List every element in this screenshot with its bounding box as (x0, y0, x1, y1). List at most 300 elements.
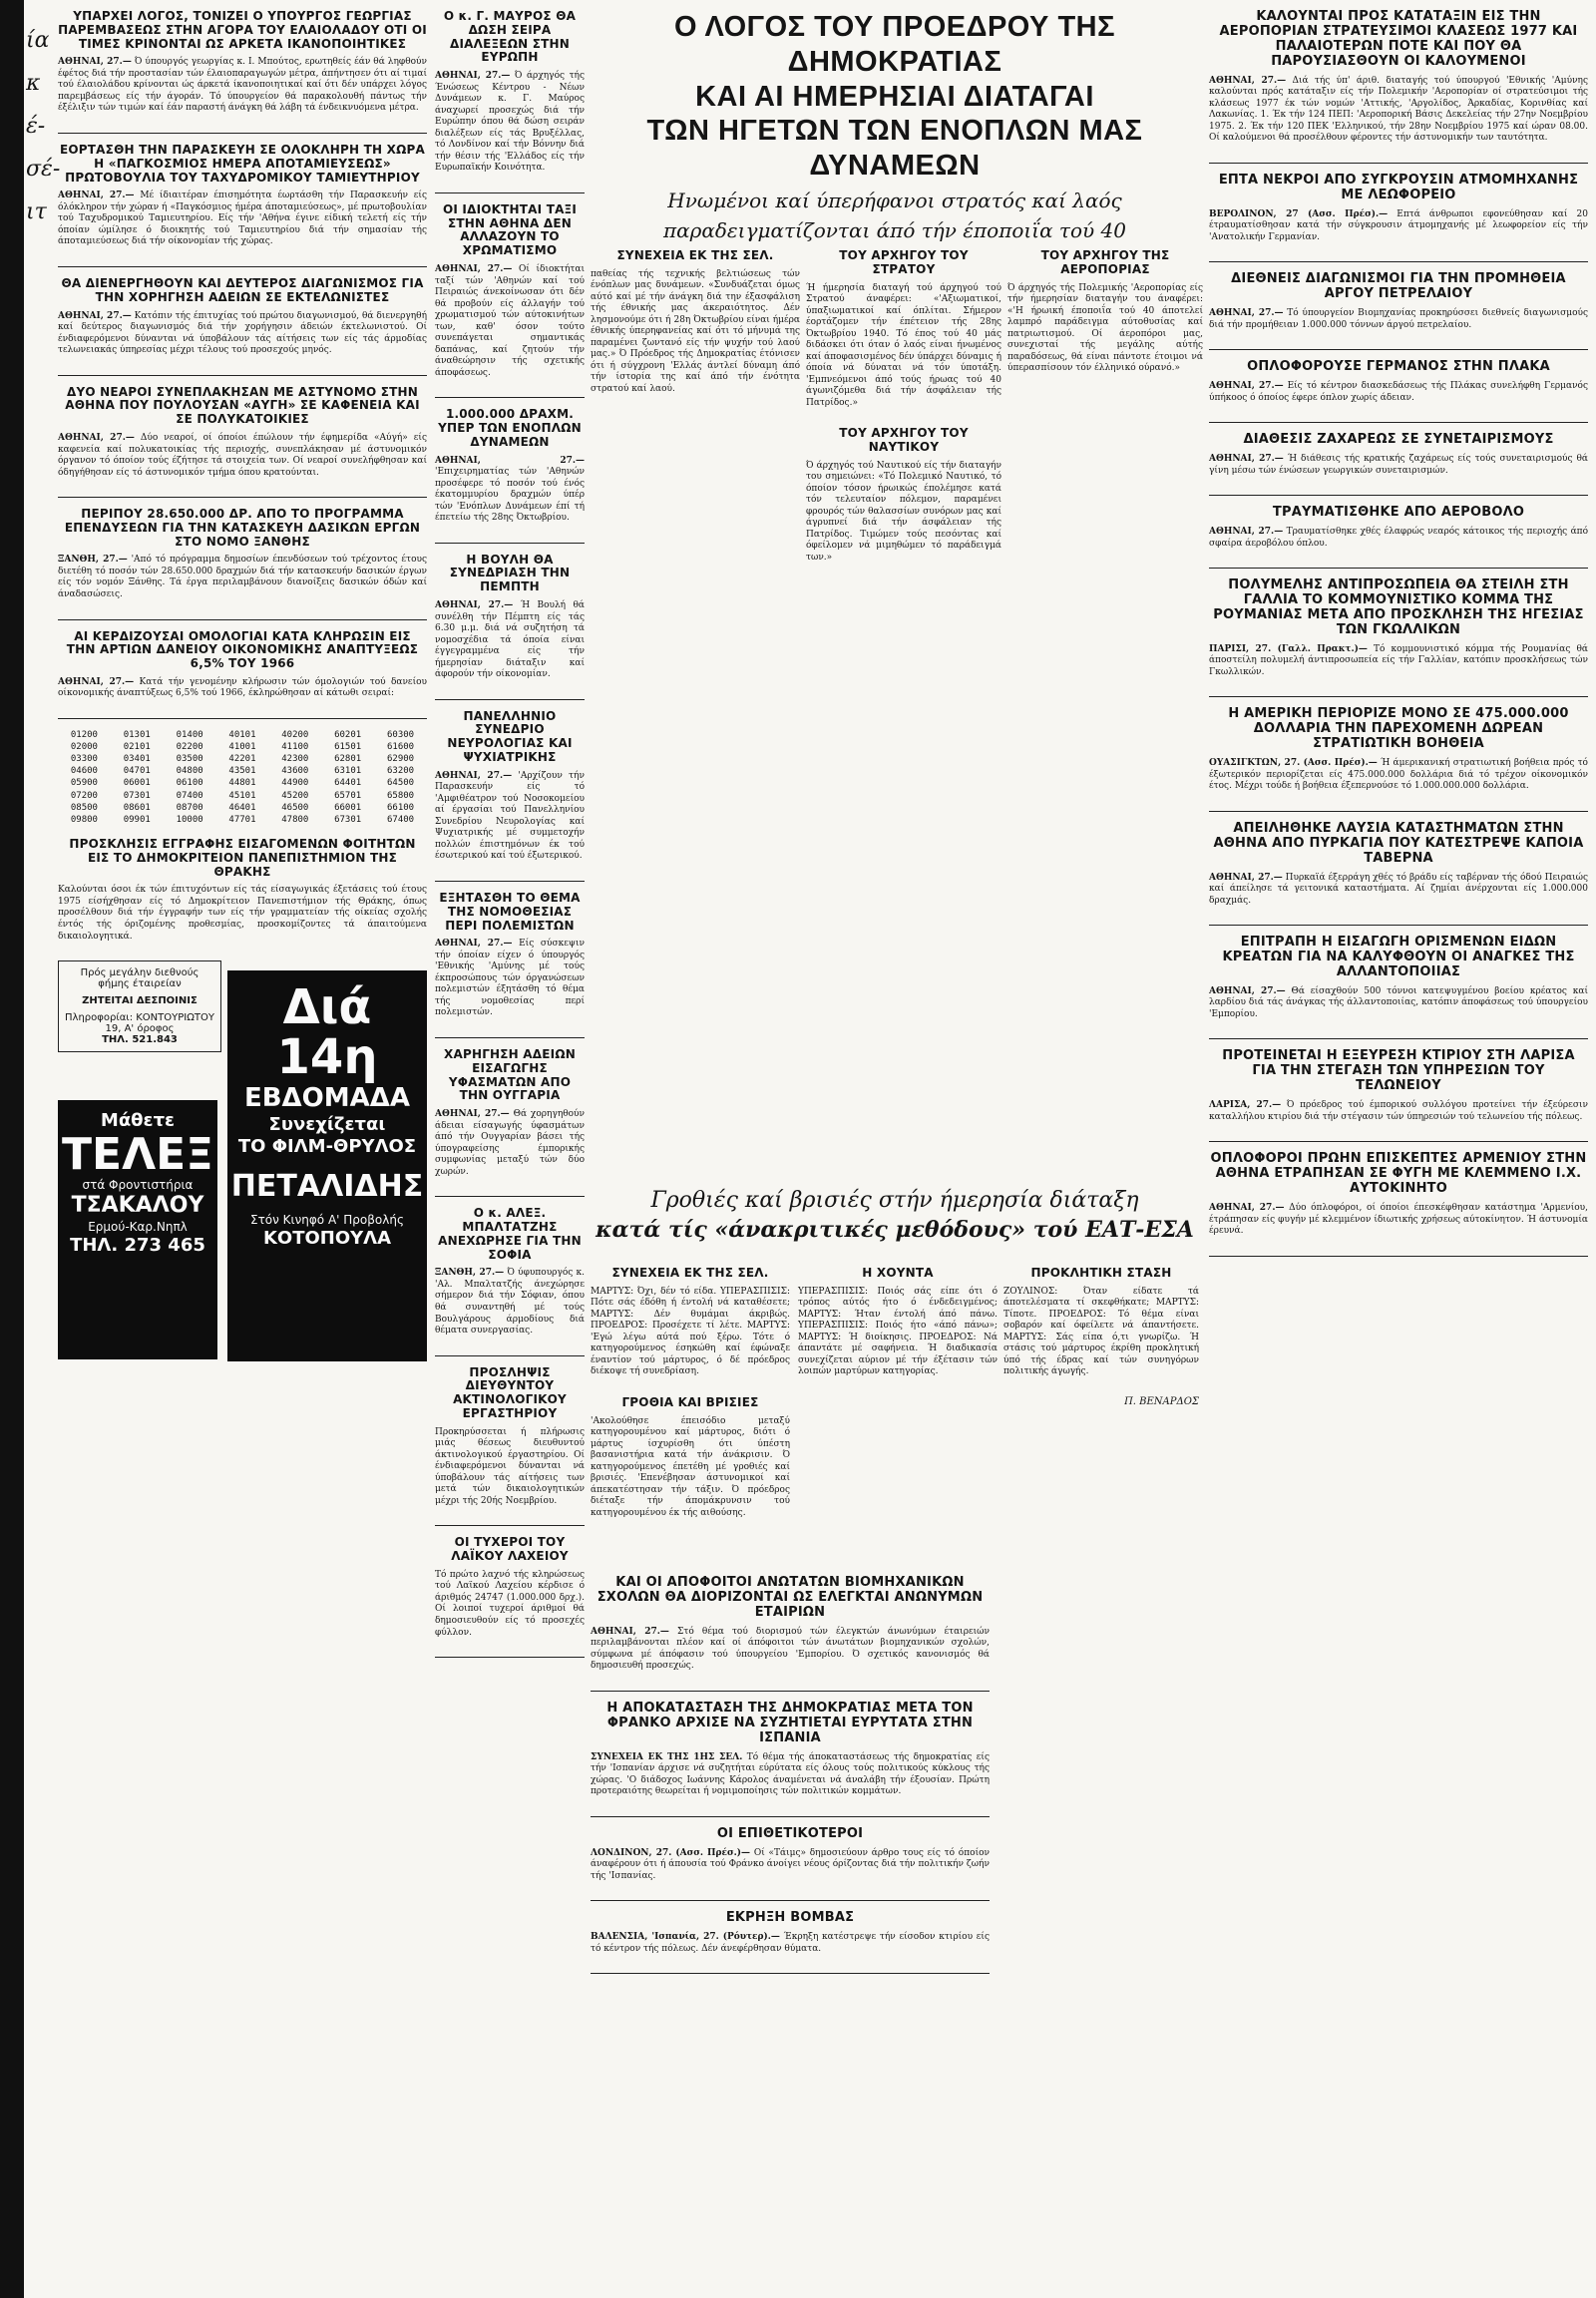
bond-number: 60300 (386, 729, 415, 740)
article (591, 1576, 990, 1673)
column-rule (1209, 568, 1588, 569)
bond-row (58, 765, 427, 777)
article-text: Ό ύφυπουργός κ. 'Αλ. Μπαλτατζής άνεχώρησε σήμερον διά τήν Σόφιαν, όπου θά συναντηθή μέ τούς Βουλγάρους άρμοδίους διά θέματα συνεργασίας. (435, 1268, 585, 1337)
article-dateline: ΑΘΗΝΑΙ, 27.— (58, 57, 132, 68)
column-rule (1209, 349, 1588, 350)
bond-number: 67301 (334, 814, 362, 825)
article-body (1209, 527, 1588, 550)
right-column (1209, 10, 1588, 1267)
film-ad-line3: Συνεχίζεται (268, 1113, 386, 1135)
article (435, 1366, 585, 1508)
article-body (591, 269, 800, 396)
left-column-articles (58, 10, 427, 719)
article-headline: ΘΑ ΔΙΕΝΕΡΓΗΘΟΥΝ ΚΑΙ ΔΕΥΤΕΡΟΣ ΔΙΑΓΩΝΙΣΜΟΣ ΓΙΑ ΤΗΝ ΧΟΡΗΓΗΣΗ ΑΔΕΙΩΝ ΣΕ ΕΚΤΕΛΩΝΙΣΤΕΣ (61, 275, 424, 304)
article-text: Ό άρχηγός τής Πολεμικής 'Αεροπορίας είς τήν ήμερησίαν διαταγήν του άναφέρει: «'Η ήρωική έποποιΐα τού 40 άποτελεί λαμπρό παράδειγμα αύτοθυσίας καί πατριωτισμού. Οί άεροπόροι μας, συνεχισταί τής μεγάλης αύτής παραδόσεως, θά είναι πάντοτε έτοιμοι νά ύπερασπίσουν τόν έλληνικό ούρανό.» (1007, 282, 1203, 374)
article-text: Ή Βουλή θά συνέλθη τήν Πέμπτη είς τάς 6.30 μ.μ. διά νά συζητήση τά νομοσχέδια τά όποία είναι έγγεγραμμένα είς τήν ήμερησίαν διάταξιν καί άφορούν τήν οίκονομίαν. (435, 600, 585, 680)
bond-number: 06001 (123, 778, 151, 789)
trial-title-line1: Γροθιές καί βρισιές στήν ήμερησία διάταξη (650, 1188, 1139, 1213)
article-headline: ΤΟΥ ΑΡΧΗΓΟΥ ΤΗΣ ΑΕΡΟΠΟΡΙΑΣ (1040, 248, 1170, 276)
article-dateline: ΒΑΛΕΝΣΙΑ, 'Ισπανία, 27. (Ρόυτερ).— (591, 1932, 780, 1943)
article-headline: Η ΑΠΟΚΑΤΑΣΤΑΣΗ ΤΗΣ ΔΗΜΟΚΡΑΤΙΑΣ ΜΕΤΑ ΤΟΝ ΦΡΑΝΚΟ ΑΡΧΙΣΕ ΝΑ ΣΥΖΗΤΙΕΤΑΙ ΕΥΡΥΤΑΤΑ ΣΤΗΝ ΙΣΠΑΝΙΑ (606, 1700, 974, 1745)
article-body (1209, 986, 1588, 1021)
article (806, 427, 1001, 564)
article (1209, 1152, 1588, 1237)
edge-fragment: έ- (26, 114, 46, 139)
article-headline: ΕΠΙΤΡΑΠΗ Η ΕΙΣΑΓΩΓΗ ΟΡΙΣΜΕΝΩΝ ΕΙΔΩΝ ΚΡΕΑΤΩΝ ΓΙΑ ΝΑ ΚΑΛΥΦΘΟΥΝ ΟΙ ΑΝΑΓΚΕΣ ΤΗΣ ΑΛΛΑΝΤΟΠΟΙΙΑΣ (1222, 935, 1575, 979)
article-body (591, 1848, 990, 1883)
article-text: 'Αρχίζουν τήν Παρασκευήν είς τό 'Αμφιθέατρον τού Νοσοκομείου αί έργασίαι τού Πανελληνίου Συνεδρίου Νευρολογίας καί Ψυχιατρικής μέ συμμετοχήν πολλών έπιστημόνων έκ τού έσωτερικού καί τού έξωτερικού. (435, 770, 585, 862)
article (591, 1396, 790, 1519)
bond-number: 08601 (123, 802, 151, 813)
bond-number: 03500 (176, 754, 203, 765)
article-body (1209, 1203, 1588, 1238)
article (591, 1911, 990, 1955)
lead-story-header (591, 10, 1199, 243)
article-headline: Η ΒΟΥΛΗ ΘΑ ΣΥΝΕΔΡΙΑΣΗ ΤΗΝ ΠΕΜΠΤΗ (449, 552, 571, 594)
telex-ad-line6: ΤΗΛ. 273 465 (70, 1235, 205, 1257)
film-ad-line7: ΚΟΤΟΠΟΥΛΑ (262, 1228, 392, 1250)
bond-number: 61501 (334, 742, 362, 753)
article-dateline: ΛΟΝΔΙΝΟΝ, 27. (Ασσ. Πρέσ.)— (591, 1847, 751, 1858)
bond-row (58, 790, 427, 802)
article-headline: ΟΙ ΤΥΧΕΡΟΙ ΤΟΥ ΛΑΪΚΟΥ ΛΑΧΕΙΟΥ (451, 1535, 569, 1564)
article (806, 249, 1001, 409)
article-headline: ΤΟΥ ΑΡΧΗΓΟΥ ΤΟΥ ΝΑΥΤΙΚΟΥ (839, 426, 969, 455)
article-dateline: ΑΘΗΝΑΙ, 27.— (1209, 985, 1286, 996)
article-body (1209, 1100, 1588, 1123)
classified-ad-title: Πρός μεγάλην διεθνούς φήμης έταιρείαν (80, 967, 200, 990)
column-rule (58, 718, 427, 719)
bond-lottery-table (58, 729, 427, 826)
article-dateline: ΑΘΗΝΑΙ, 27.— (435, 600, 514, 611)
film-ad (227, 970, 427, 1361)
article-headline: ΔΙΑΘΕΣΙΣ ΖΑΧΑΡΕΩΣ ΣΕ ΣΥΝΕΤΑΙΡΙΣΜΟΥΣ (1243, 432, 1554, 448)
bond-number: 64401 (334, 778, 362, 789)
bond-number: 05900 (70, 778, 98, 789)
bond-number: 46401 (228, 802, 256, 813)
film-ad-line5: ΠΕΤΑΛΙΔΗΣ (230, 1169, 424, 1205)
article-headline: ΤΟΥ ΑΡΧΗΓΟΥ ΤΟΥ ΣΤΡΑΤΟΥ (839, 248, 969, 276)
bond-number: 62900 (386, 754, 415, 765)
article-body (1003, 1287, 1199, 1378)
bond-row (58, 777, 427, 789)
article-text: Θά είσαχθούν 500 τόννοι κατεψυγμένου βοείου κρέατος καί λαρδίου διά τάς άνάγκας τής άλλαντοποιίας, κατόπιν άποφάσεως τού ύπουργείου 'Εμπορίου. (1209, 985, 1588, 1019)
article-headline: ΠΟΛΥΜΕΛΗΣ ΑΝΤΙΠΡΟΣΩΠΕΙΑ ΘΑ ΣΤΕΙΛΗ ΣΤΗ ΓΑΛΛΙΑ ΤΟ ΚΟΜΜΟΥΝΙΣΤΙΚΟ ΚΟΜΜΑ ΤΗΣ ΡΟΥΜΑΝΙΑΣ ΜΕΤΑ ΑΠΟ ΠΡΟΣΚΛΗΣΗ ΤΗΣ ΗΓΕΣΙΑΣ ΤΩΝ ΓΚΩΛΛΙΚΩΝ (1213, 577, 1584, 637)
article-text: Ό άρχηγός τού Ναυτικού είς τήν διαταγήν του σημειώνει: «Τό Πολεμικό Ναυτικό, τό όποίον τόσον ήρωικώς έπολέμησε κατά τόν τελευταίον πόλεμον, παραμένει φρουρός τών θαλασσίων συνόρων μας καί άγρυπνεί διά τήν άσφάλειαν τής Πατρίδος. Τιμώμεν τούς πεσόντας καί όφείλομεν νά μιμηθώμεν τό παράδειγμά των.» (806, 460, 1001, 563)
article (1209, 10, 1588, 145)
column-rule (1209, 696, 1588, 697)
bond-number: 45101 (228, 790, 256, 801)
film-ad-line6: Στόν Κινηφό Α' Προβολής (249, 1212, 405, 1227)
telex-ad-line5: Ερμού-Καρ.Νηπλ (88, 1219, 188, 1234)
bond-row (58, 802, 427, 814)
column-rule (1209, 811, 1588, 812)
edge-fragment-column (26, 10, 61, 242)
article-body (591, 1752, 990, 1798)
article-dateline: ΑΘΗΝΑΙ, 27.— (435, 71, 511, 82)
article-text: Δύο όπλοφόροι, οί όποίοι έπεσκέφθησαν κατάστημα 'Αρμενίου, έτράπησαν είς φυγήν μέ κλεμμένον ίδιωτικής χρήσεως αύτοκίνητον. Ή άστυνομία έρευνά. (1209, 1203, 1588, 1237)
article-text: Ή διάθεσις τής κρατικής ζαχάρεως είς τούς συνεταιρισμούς θά γίνη μέσω τών ένώσεων γεωργικών συνεταιρισμών. (1209, 454, 1588, 476)
article-body (1209, 209, 1588, 244)
article-text: Δύο νεαροί, οί όποίοι έπώλουν τήν έφημερίδα «Αύγή» είς καφενεία καί πολυκατοικίας τής περιοχής, συνεπλάκησαν μέ άστυνομικόν όργανον τό όποίον τούς έζήτησε τά στοιχεία των. Οί νεαροί συνελήφθησαν καί όδηγήθησαν είς τό άστυνομικόν τμήμα όπου κρατούνται. (58, 432, 427, 478)
lead-title-line3: ΤΩΝ ΗΓΕΤΩΝ ΤΩΝ ΕΝΟΠΛΩΝ ΜΑΣ ΔΥΝΑΜΕΩΝ (646, 115, 1143, 183)
bond-number: 47800 (281, 814, 309, 825)
article (591, 249, 800, 395)
bond-number: 01200 (70, 729, 98, 740)
article-body (58, 57, 427, 115)
edge-fragment: ία (26, 28, 50, 53)
article-body (435, 600, 585, 681)
trial-column-1 (591, 1267, 790, 1537)
article-text: Στό θέμα τού διορισμού τών έλεγκτών άνωνύμων έταιρειών περιλαμβάνονται πλέον καί οί άπόφοιτοι τών άνωτάτων βιομηχανικών σχολών, σύμφωνα μέ άπόφασιν τού ύπουργείου 'Εμπορίου. Ό σχετικός κανονισμός θά δημοσιευθή προσεχώς. (591, 1626, 990, 1672)
article (591, 1702, 990, 1798)
article (58, 630, 427, 700)
trial-story-header (591, 1187, 1199, 1244)
article-body (1209, 873, 1588, 908)
article (58, 508, 427, 600)
article-text: Κατόπιν τής έπιτυχίας τού πρώτου διαγωνισμού, θά διενεργηθή καί δεύτερος διαγωνισμός διά τήν χορήγησιν άδειών έκτελωνιστού. Οί ένδιαφερόμενοι δύνανται νά ύποβάλουν τάς αίτήσεις των είς τάς άρμοδίας τελωνειακάς ύπηρεσίας μέχρι τέλους τού προσεχούς μηνός. (58, 310, 427, 356)
article-headline: ΔΥΟ ΝΕΑΡΟΙ ΣΥΝΕΠΛΑΚΗΣΑΝ ΜΕ ΑΣΤΥΝΟΜΟ ΣΤΗΝ ΑΘΗΝΑ ΠΟΥ ΠΟΥΛΟΥΣΑΝ «ΑΥΓΗ» ΣΕ ΚΑΦΕΝΕΙΑ ΚΑΙ ΣΕ ΠΟΛΥΚΑΤΟΙΚΙΕΣ (65, 384, 420, 427)
article-body (58, 885, 427, 943)
article (1209, 578, 1588, 678)
column-rule (435, 1196, 585, 1197)
article-headline: ΤΡΑΥΜΑΤΙΣΘΗΚΕ ΑΠΟ ΑΕΡΟΒΟΛΟ (1272, 505, 1525, 521)
article-body (58, 677, 427, 700)
bond-number: 04600 (70, 766, 98, 777)
article (435, 1536, 585, 1639)
trial-title-line2: κατά τίς «άνακριτικές μεθόδους» τού ΕΑΤ-ΕΣΑ (596, 1216, 1194, 1243)
article-dateline: ΑΘΗΝΑΙ, 27.— (435, 1109, 510, 1120)
article-headline: ΚΑΛΟΥΝΤΑΙ ΠΡΟΣ ΚΑΤΑΤΑΞΙΝ ΕΙΣ ΤΗΝ ΑΕΡΟΠΟΡΙΑΝ ΣΤΡΑΤΕΥΣΙΜΟΙ ΚΛΑΣΕΩΣ 1977 ΚΑΙ ΠΑΛΑΙΟΤΕΡΩΝ ΠΟΤΕ ΚΑΙ ΠΟΥ ΘΑ ΠΑΡΟΥΣΙΑΣΘΟΥΝ ΟΙ ΚΑΛΟΥΜΕΝΟΙ (1219, 9, 1578, 69)
classified-ad (58, 960, 221, 1052)
column-rule (1209, 1256, 1588, 1257)
article-text: Ή άμερικανική στρατιωτική βοήθεια πρός τό έξωτερικόν περιορίζεται είς 475.000.000 δολλάρια διά τό τρέχον οίκονομικόν έτος. Μέχρι τούδε ή βοήθεια έξεπερνούσε τό 1.000.000.000 δολλάρια. (1209, 758, 1588, 792)
article-body (1209, 381, 1588, 404)
article-text: Οί «Τάιμς» δημοσιεύουν άρθρο τους είς τό όποίον άναφέρουν ότι ή άπουσία τού Φράνκο άνοίγει νέους όρίζοντας διά τήν πολιτικήν ζωήν τής 'Ισπανίας. (591, 1847, 990, 1881)
lead-title-line1: Ο ΛΟΓΟΣ ΤΟΥ ΠΡΟΕΔΡΟΥ ΤΗΣ ΔΗΜΟΚΡΑΤΙΑΣ (673, 11, 1116, 78)
article-text: Έκρηξη κατέστρεψε τήν είσοδον κτιρίου είς τό κέντρον τής πόλεως. Δέν άνεφέρθησαν θύματα. (591, 1932, 990, 1954)
article-text: Τό θέμα τής άποκαταστάσεως τής δημοκρατίας είς τήν 'Ισπανίαν άρχισε νά συζητήται εύρύτατα είς όλους τούς πολιτικούς κύκλους τής χώρας. 'Ο διάδοχος Ιωάννης Κάρολος άναμένεται νά άναλάβη τήν έξουσίαν. Πρώτη προτεραιότης θεωρείται ή νομιμοποίησις τών πολιτικών κομμάτων. (591, 1751, 990, 1797)
article-body (1209, 76, 1588, 145)
article-dateline: ΑΘΗΝΑΙ, 27.— (591, 1626, 669, 1637)
column-rule (58, 497, 427, 498)
article (435, 10, 585, 175)
article-body (435, 1109, 585, 1178)
article-text: Μέ ίδιαιτέραν έπισημότητα έωρτάσθη τήν Παρασκευήν είς όλόκληρον τήν χώραν ή «Παγκόσμιος ήμέρα άποταμιεύσεως», μέ πρωτοβουλίαν τού Ταχυδρομικού Ταμιευτηρίου. Είς τήν 'Αθήνα έγινε είδική τελετή είς τήν όποίαν ώμίλησε ό διοικητής τού Ταμιευτηρίου διά τήν σημασίαν τής άποταμιεύσεως διά τήν οίκονομίαν τής χώρας. (58, 191, 427, 247)
bond-number: 07301 (123, 790, 151, 801)
column-rule (591, 1691, 990, 1692)
article-body (806, 461, 1001, 565)
article-body (58, 311, 427, 357)
column-rule (435, 1355, 585, 1356)
article-text: ΥΠΕΡΑΣΠΙΣΙΣ: Ποιός σάς είπε ότι ό τρόπος αύτός ήτο ό ένδεδειγμένος; ΜΑΡΤΥΣ: Ήταν έντολή άπό πάνω. ΥΠΕΡΑΣΠΙΣΙΣ: Ποιός ήτο «άπό πάνω»; ΜΑΡΤΥΣ: Ή διοίκησις. ΠΡΟΕΔΡΟΣ: Νά άπαντάτε μέ σαφήνεια. Ή διαδικασία συνεχίζεται αύριον μέ τήν έξέτασιν τών λοιπών μαρτύρων κατηγορίας. (798, 1286, 998, 1377)
binding-edge (0, 0, 24, 2298)
article-headline: Η ΧΟΥΝΤΑ (862, 1266, 934, 1280)
article-headline: Ο κ. Γ. ΜΑΥΡΟΣ ΘΑ ΔΩΣΗ ΣΕΙΡΑ ΔΙΑΛΕΞΕΩΝ ΣΤΗΝ ΕΥΡΩΠΗ (443, 9, 577, 65)
article-text: 'Ακολούθησε έπεισόδιο μεταξύ κατηγορουμένου καί μάρτυρος, διότι ό μάρτυς ίσχυρίσθη ότι ύπέστη βασανιστήρια κατά τήν άνάκρισιν. Ό κατηγορούμενος έπετέθη μέ γροθιές καί βρισιές. 'Επενέβησαν άστυνομικοί καί άπεκατέστησαν τήν τάξιν. Ό πρόεδρος διέταξε τήν άπομάκρυνσιν τού κατηγορουμένου έκ τής αιθούσης. (591, 1415, 790, 1518)
trial-column-3 (1003, 1267, 1199, 1407)
bond-number: 06100 (176, 778, 203, 789)
article-dateline: ΑΘΗΝΑΙ, 27.— (1209, 527, 1284, 538)
bond-number: 02000 (70, 742, 98, 753)
column-rule (1209, 925, 1588, 926)
article-body (1209, 758, 1588, 793)
article-headline: ΑΙ ΚΕΡΔΙΖΟΥΣΑΙ ΟΜΟΛΟΓΙΑΙ ΚΑΤΑ ΚΛΗΡΩΣΙΝ ΕΙΣ ΤΗΝ ΑΡΤΙΩΝ ΔΑΝΕΙΟΥ ΟΙΚΟΝΟΜΙΚΗΣ ΑΝΑΠΤΥΞΕΩΣ 6,5% ΤΟΥ 1966 (66, 628, 419, 671)
article-dateline: ΒΕΡΟΛΙΝΟΝ, 27 (Ασσ. Πρέσ).— (1209, 208, 1389, 219)
bond-row (58, 753, 427, 765)
classified-ad-phone: ΤΗΛ. 521.843 (102, 1034, 178, 1046)
article (1209, 174, 1588, 243)
bond-number: 03300 (70, 754, 98, 765)
article-dateline: ΛΑΡΙΣΑ, 27.— (1209, 1100, 1282, 1111)
article-headline: ΟΠΛΟΦΟΡΟΥΣΕ ΓΕΡΜΑΝΟΣ ΣΤΗΝ ΠΛΑΚΑ (1247, 359, 1550, 375)
column-rule (435, 397, 585, 398)
article (58, 10, 427, 115)
bond-number: 43501 (228, 766, 256, 777)
bond-number: 40200 (281, 729, 309, 740)
article-body (435, 71, 585, 175)
article-headline: 1.000.000 ΔΡΑΧΜ. ΥΠΕΡ ΤΩΝ ΕΝΟΠΛΩΝ ΔΥΝΑΜΕΩΝ (438, 407, 582, 449)
article-headline: ΟΙ ΕΠΙΘΕΤΙΚΟΤΕΡΟΙ (716, 1825, 864, 1841)
article-text: Τό πρώτο λαχνό τής κληρώσεως τού Λαϊκού Λαχείου κέρδισε ό άριθμός 24747 (1.000.000 δρχ.). Οί λοιποί τυχεροί άριθμοί θά δημοσιευθούν είς τό προσεχές φύλλον. (435, 1569, 585, 1638)
article-headline: ΟΙ ΙΔΙΟΚΤΗΤΑΙ ΤΑΞΙ ΣΤΗΝ ΑΘΗΝΑ ΔΕΝ ΑΛΛΑΖΟΥΝ ΤΟ ΧΡΩΜΑΤΙΣΜΟ (442, 201, 578, 258)
bond-number: 62801 (334, 754, 362, 765)
article-dateline: ΞΑΝΘΗ, 27.— (435, 1268, 505, 1279)
article-body (58, 555, 427, 600)
article-headline: ΣΥΝΕΧΕΙΑ ΕΚ ΤΗΣ ΣΕΛ. (616, 248, 774, 262)
article-dateline: ΑΘΗΝΑΙ, 27.— (435, 264, 513, 275)
article-text: Ή ήμερησία διαταγή τού άρχηγού τού Στρατού άναφέρει: «'Αξιωματικοί, ύπαξιωματικοί καί όπλίται. Σήμερον έορτάζομεν τήν έπέτειον τής 28ης Όκτωβρίου 1940. Τό έπος τού 40 μάς διδάσκει ότι όταν ό λαός είναι ήνωμένος καί άποφασισμένος δέν ύπάρχει δύναμις ή όποία νά δύναται νά τόν ύποτάξη. 'Εμπνεόμενοι άπό τούς ήρωας τού 40 άγωνιζόμεθα διά τήν άσφάλειαν τής Πατρίδος.» (806, 282, 1001, 408)
bond-number: 02200 (176, 742, 203, 753)
classified-ad-address: Πληροφορίαι: ΚΟΝΤΟΥΡΙΩΤΟΥ 19, Α' όροφος (65, 1012, 214, 1035)
column-rule (435, 881, 585, 882)
bond-number: 44801 (228, 778, 256, 789)
article-text: 'Επιχειρηματίας τών 'Αθηνών προσέφερε τό ποσόν τού ένός έκατομμυρίου δραχμών ύπέρ τών 'Ενόπλων Δυνάμεων έπί τή έπετείω τής 28ης Όκτωβρίου. (435, 467, 585, 524)
article-text: Πυρκαϊά έξερράγη χθές τό βράδυ είς ταβέρναν τής όδού Πειραιώς καί άπείλησε τά γειτονικά καταστήματα. Αί ζημίαι άνέρχονται είς 1.000.000 δραχμάς. (1209, 872, 1588, 906)
article-headline: ΠΡΟΤΕΙΝΕΤΑΙ Η ΕΞΕΥΡΕΣΗ ΚΤΙΡΙΟΥ ΣΤΗ ΛΑΡΙΣΑ ΓΙΑ ΤΗΝ ΣΤΕΓΑΣΗ ΤΩΝ ΥΠΗΡΕΣΙΩΝ ΤΟΥ ΤΕΛΩΝΕΙΟΥ (1222, 1048, 1575, 1094)
second-column (435, 10, 585, 1668)
telex-ad-line2: ΤΕΛΕΞ (62, 1128, 213, 1180)
lead-column-3 (1007, 249, 1203, 393)
bond-number: 07400 (176, 790, 203, 801)
article-dateline: ΑΘΗΝΑΙ, 27.— (435, 455, 585, 466)
edge-fragment: ιτ (26, 199, 47, 224)
article-dateline: ΑΘΗΝΑΙ, 27.— (1209, 75, 1287, 86)
bond-number: 01301 (123, 729, 151, 740)
article-body (435, 771, 585, 863)
article-text: Προκηρύσσεται ή πλήρωσις μιάς θέσεως διευθυντού άκτινολογικού έργαστηρίου. Οί ένδιαφερόμενοι δύνανται νά ύποβάλουν τάς αίτήσεις των μετά τών δικαιολογητικών μέχρι τής 20ής Νοεμβρίου. (435, 1426, 585, 1506)
article (435, 1207, 585, 1337)
bond-number: 40101 (228, 729, 256, 740)
lead-column-1 (591, 249, 800, 413)
column-rule (591, 1973, 990, 1974)
article-dateline: ΑΘΗΝΑΙ, 27.— (1209, 381, 1284, 392)
bond-number: 10000 (176, 814, 203, 825)
article (435, 892, 585, 1019)
article-headline: ΟΠΛΟΦΟΡΟΙ ΠΡΩΗΝ ΕΠΙΣΚΕΠΤΕΣ ΑΡΜΕΝΙΟΥ ΣΤΗΝ ΑΘΗΝΑ ΕΤΡΑΠΗΣΑΝ ΣΕ ΦΥΓΗ ΜΕ ΚΛΕΜΜΕΝΟ Ι.Χ. ΑΥΤΟΚΙΝΗΤΟ (1210, 1151, 1587, 1197)
telex-ad-line3: στά Φροντιστήρια (82, 1177, 194, 1192)
article-body (435, 1427, 585, 1508)
bond-row (58, 741, 427, 753)
article-body (591, 1287, 790, 1378)
article (1007, 249, 1203, 375)
bond-number: 09800 (70, 814, 98, 825)
column-rule (435, 543, 585, 544)
column-rule (435, 192, 585, 193)
article-headline: ΕΞΗΤΑΣΘΗ ΤΟ ΘΕΜΑ ΤΗΣ ΝΟΜΟΘΕΣΙΑΣ ΠΕΡΙ ΠΟΛΕΜΙΣΤΩΝ (439, 890, 581, 933)
article (435, 710, 585, 863)
article-headline: ΠΑΝΕΛΛΗΝΙΟ ΣΥΝΕΔΡΙΟ ΝΕΥΡΟΛΟΓΙΑΣ ΚΑΙ ΨΥΧΙΑΤΡΙΚΗΣ (447, 708, 573, 765)
article-body (806, 283, 1001, 410)
article-text: ΜΑΡΤΥΣ: Όχι, δέν τό είδα. ΥΠΕΡΑΣΠΙΣΙΣ: Πότε σάς έδόθη ή έντολή νά καταθέσετε; ΜΑΡΤΥΣ: Δέν θυμάμαι άκριβώς. ΠΡΟΕΔΡΟΣ: Προσέχετε τί λέτε. ΜΑΡΤΥΣ: 'Εγώ λέγω αύτά πού ξέρω. Τότε ό κατηγορούμενος έσηκώθη καί έφώναξε έναντίον τού μάρτυρος, ό δέ πρόεδρος διέκοψε τή συνεδρίαση. (591, 1286, 790, 1377)
article-text: Οί ίδιοκτήται ταξί τών 'Αθηνών καί τού Πειραιώς άνεκοίνωσαν ότι δέν θά προβούν είς άλλαγήν τού χρωματισμού τών αύτοκινήτων των, καθ' όσον τούτο συνεπάγεται σημαντικάς δαπάνας, καί ζητούν τήν άναθεώρησιν τής σχετικής άποφάσεως. (435, 264, 585, 378)
article-headline: ΕΚΡΗΞΗ ΒΟΜΒΑΣ (725, 1910, 855, 1926)
bond-number: 47701 (228, 814, 256, 825)
bond-row (58, 729, 427, 741)
bond-number: 63101 (334, 766, 362, 777)
article (1209, 1049, 1588, 1123)
article-text: Είς τό κέντρον διασκεδάσεως τής Πλάκας συνελήφθη Γερμανός ύπήκοος ό όποίος έφερε όπλον χωρίς άδειαν. (1209, 381, 1589, 403)
article-headline: ΠΕΡΙΠΟΥ 28.650.000 ΔΡ. ΑΠΟ ΤΟ ΠΡΟΓΡΑΜΜΑ ΕΠΕΝΔΥΣΕΩΝ ΓΙΑ ΤΗΝ ΚΑΤΑΣΚΕΥΗ ΔΑΣΙΚΩΝ ΕΡΓΩΝ ΣΤΟ ΝΟΜΟ ΞΑΝΘΗΣ (64, 507, 421, 549)
bond-row (58, 814, 427, 826)
bond-number: 02101 (123, 742, 151, 753)
telex-ad-line4: ΤΣΑΚΑΛΟΥ (71, 1193, 204, 1219)
article-dateline: ΑΘΗΝΑΙ, 27.— (1209, 872, 1283, 883)
article-dateline: ΞΑΝΘΗ, 27.— (58, 555, 128, 566)
article-dateline: ΑΘΗΝΑΙ, 27.— (1209, 454, 1284, 465)
article-headline: ΑΠΕΙΛΗΘΗΚΕ ΛΑΥΣΙΑ ΚΑΤΑΣΤΗΜΑΤΩΝ ΣΤΗΝ ΑΘΗΝΑ ΑΠΟ ΠΥΡΚΑΓΙΑ ΠΟΥ ΚΑΤΕΣΤΡΕΨΕ ΚΑΠΟΙΑ ΤΑΒΕΡΝΑ (1213, 820, 1584, 866)
article-headline: ΠΡΟΣΚΛΗΣΙΣ ΕΓΓΡΑΦΗΣ ΕΙΣΑΓΟΜΕΝΩΝ ΦΟΙΤΗΤΩΝ ΕΙΣ ΤΟ ΔΗΜΟΚΡΙΤΕΙΟΝ ΠΑΝΕΠΙΣΤΗΜΙΟΝ ΤΗΣ ΘΡΑΚΗΣ (69, 837, 416, 879)
article (1209, 433, 1588, 477)
article-headline: ΚΑΙ ΟΙ ΑΠΟΦΟΙΤΟΙ ΑΝΩΤΑΤΩΝ ΒΙΟΜΗΧΑΝΙΚΩΝ ΣΧΟΛΩΝ ΘΑ ΔΙΟΡΙΖΟΝΤΑΙ ΩΣ ΕΛΕΓΚΤΑΙ ΑΝΩΝΥΜΩΝ ΕΤΑΙΡΙΩΝ (597, 1575, 984, 1620)
article-body (435, 264, 585, 379)
article-dateline: ΑΘΗΝΑΙ, 27.— (435, 939, 513, 950)
article-headline: ΔΙΕΘΝΕΙΣ ΔΙΑΓΩΝΙΣΜΟΙ ΓΙΑ ΤΗΝ ΠΡΟΜΗΘΕΙΑ ΑΡΓΟΥ ΠΕΤΡΕΛΑΙΟΥ (1231, 271, 1566, 302)
film-ad-line1: Διά 14η (276, 979, 378, 1086)
article-body (798, 1287, 998, 1378)
article-text: Θά χορηγηθούν άδειαι είσαγωγής ύφασμάτων άπό τήν Ουγγαρίαν βάσει τής ύπογραφείσης έμπορικής συμφωνίας μεταξύ τών δύο χωρών. (435, 1109, 585, 1177)
article-body (1209, 308, 1588, 331)
lead-subtitle-line1: Ηνωμένοι καί ύπερήφανοι στρατός καί λαός (667, 188, 1122, 212)
article-dateline: ΠΑΡΙΣΙ, 27. (Γαλλ. Πρακτ.)— (1209, 643, 1368, 654)
article-body (591, 1932, 990, 1955)
article-text: Κατά τήν γενομένην κλήρωσιν τών όμολογιών τού δανείου οίκονομικής άναπτύξεως 6,5% τού 1966, έκληρώθησαν αί κάτωθι σειραί: (58, 676, 427, 699)
article-headline: ΣΥΝΕΧΕΙΑ ΕΚ ΤΗΣ ΣΕΛ. (611, 1266, 769, 1280)
bond-number: 41100 (281, 742, 309, 753)
article-body (435, 1570, 585, 1639)
article-body (591, 1416, 790, 1520)
bond-number: 45200 (281, 790, 309, 801)
article (1003, 1267, 1199, 1378)
column-rule (1209, 261, 1588, 262)
bond-number: 08700 (176, 802, 203, 813)
article-text: Ό άρχηγός τής Ένώσεως Κέντρου - Νέων Δυνάμεων κ. Γ. Μαύρος άναχωρεί προσεχώς διά τήν Ευρώπην όπου θά δώση σειράν διαλέξεων είς τάς Βρυξέλλας, τό Λονδίνον καί τήν Βόννην διά τήν θέσιν τής 'Ελλάδος είς τήν Ευρωπαϊκήν Κοινότητα. (435, 71, 585, 174)
article (58, 386, 427, 479)
column-rule (435, 1525, 585, 1526)
bond-number: 61600 (386, 742, 415, 753)
article-text: Διά τής ύπ' άριθ. διαταγής τού ύπουργού 'Εθνικής 'Αμύνης καλούνται πρός κατάταξιν είς τήν Πολεμικήν 'Αεροπορίαν οί στρατεύσιμοι τής κλάσεως 1977 έκ τών νομών 'Αττικής, 'Αργολίδος, Άρκαδίας, Κορινθίας καί Λακωνίας. 1. Έκ τήν 124 ΠΕΠ: 'Αεροπορική Βάσις Δεκελείας τήν 27ην Νοεμβρίου 1975. 2. Έκ τήν 120 ΠΕΚ 'Ελληνικού, τήν 28ην Νοεμβρίου 1975 καί ώραν 08.00. Οί καλούμενοι θά προσέλθουν φέροντες τήν άστυνομικήν των ταυτότητα. (1209, 75, 1588, 144)
bond-number: 64500 (386, 778, 415, 789)
article-text: Τό ύπουργείον Βιομηχανίας προκηρύσσει διεθνείς διαγωνισμούς διά τήν προμήθειαν 1.000.000 τόννων άργού πετρελαίου. (1209, 308, 1588, 330)
trial-signature: Π. ΒΕΝΑΡΔΟΣ (1124, 1395, 1199, 1407)
bond-number: 65701 (334, 790, 362, 801)
article-headline: Ο κ. ΑΛΕΞ. ΜΠΑΛΤΑΤΖΗΣ ΑΝΕΧΩΡΗΣΕ ΓΙΑ ΤΗΝ ΣΟΦΙΑ (438, 1206, 582, 1262)
column-rule (58, 266, 427, 267)
article-body (591, 1627, 990, 1673)
bond-number: 09901 (123, 814, 151, 825)
article-body (58, 433, 427, 479)
article-text: 'Από τό πρόγραμμα δημοσίων έπενδύσεων τού τρέχοντος έτους διετέθη τό ποσόν τών 28.650.000 δραχμών διά τήν κατασκευήν δασικών έργων είς τόν νομόν Ξάνθης. Τά έργα περιλαμβάνουν διανοίξεις δασικών όδών καί άναδασώσεις. (58, 555, 427, 599)
column-rule (1209, 1141, 1588, 1142)
column-rule (1209, 422, 1588, 423)
article-headline: ΓΡΟΘΙΑ ΚΑΙ ΒΡΙΣΙΕΣ (621, 1394, 759, 1409)
article (1209, 360, 1588, 404)
bond-number: 60201 (334, 729, 362, 740)
bond-number: 43600 (281, 766, 309, 777)
column-rule (435, 1657, 585, 1658)
column-rule (58, 133, 427, 134)
column-rule (58, 375, 427, 376)
article (591, 1267, 790, 1378)
bond-number: 42300 (281, 754, 309, 765)
article-dateline: ΣΥΝΕΧΕΙΑ ΕΚ ΤΗΣ 1ΗΣ ΣΕΛ. (591, 1751, 743, 1762)
article-dateline: ΑΘΗΝΑΙ, 27.— (58, 432, 135, 443)
article (58, 838, 427, 943)
article-headline: ΕΠΤΑ ΝΕΚΡΟΙ ΑΠΟ ΣΥΓΚΡΟΥΣΙΝ ΑΤΜΟΜΗΧΑΝΗΣ ΜΕ ΛΕΩΦΟΡΕΙΟ (1218, 172, 1579, 202)
article (1209, 506, 1588, 550)
article-headline: ΕΟΡΤΑΣΘΗ ΤΗΝ ΠΑΡΑΣΚΕΥΗ ΣΕ ΟΛΟΚΛΗΡΗ ΤΗ ΧΩΡΑ Η «ΠΑΓΚΟΣΜΙΟΣ ΗΜΕΡΑ ΑΠΟΤΑΜΙΕΥΣΕΩΣ» ΠΡΩΤΟΒΟΥΛΙΑ ΤΟΥ ΤΑΧΥΔΡΟΜΙΚΟΥ ΤΑΜΙΕΥΤΗΡΙΟΥ (60, 142, 425, 185)
article (435, 554, 585, 681)
article-dateline: ΑΘΗΝΑΙ, 27.— (58, 191, 135, 201)
lead-column-2 (806, 249, 1001, 582)
article-body (435, 1268, 585, 1337)
article (58, 144, 427, 248)
article (1209, 707, 1588, 792)
column-rule (591, 1900, 990, 1901)
column-rule (1209, 163, 1588, 164)
article-body (435, 939, 585, 1019)
bond-number: 65800 (386, 790, 415, 801)
article-dateline: ΑΘΗΝΑΙ, 27.— (58, 310, 132, 321)
article (591, 1827, 990, 1882)
left-column-tail (58, 838, 427, 943)
bond-number: 01400 (176, 729, 203, 740)
article-headline: ΧΑΡΗΓΗΣΗ ΑΔΕΙΩΝ ΕΙΣΑΓΩΓΗΣ ΥΦΑΣΜΑΤΩΝ ΑΠΟ ΤΗΝ ΟΥΓΓΑΡΙΑ (444, 1046, 576, 1103)
article-text: Είς σύσκεψιν τήν όποίαν είχεν ό ύπουργός 'Εθνικής 'Αμύνης μέ τούς έκπροσώπους τών όργανώσεων πολεμιστών έξητάσθη τό θέμα τής νομοθεσίας περί πολεμιστών. (435, 939, 585, 1018)
lead-title-line2: ΚΑΙ ΑΙ ΗΜΕΡΗΣΙΑΙ ΔΙΑΤΑΓΑΙ (695, 80, 1094, 113)
film-ad-line2: ΕΒΔΟΜΑΔΑ (243, 1082, 411, 1113)
article-dateline: ΑΘΗΝΑΙ, 27.— (435, 770, 513, 781)
bond-number: 66001 (334, 802, 362, 813)
bond-number: 44900 (281, 778, 309, 789)
edge-fragment: κ (26, 71, 41, 96)
article-body (58, 191, 427, 248)
article-body (1209, 644, 1588, 679)
column-rule (1209, 495, 1588, 496)
article-body (435, 456, 585, 525)
bond-number: 04701 (123, 766, 151, 777)
lower-center-column (591, 1576, 990, 1984)
article-text: Καλούνται όσοι έκ τών έπιτυχόντων είς τάς είσαγωγικάς έξετάσεις τού έτους 1975 είσήχθησαν είς τό Δημοκρίτειον Πανεπιστήμιον τής Θράκης, όπως προσέλθουν διά τήν έγγραφήν των είς τήν γραμματείαν τής οίκείας σχολής έντός τής όριζομένης προθεσμίας, προσκομίζοντες τά άπαιτούμενα δικαιολογητικά. (58, 885, 427, 942)
telex-ad (58, 1100, 217, 1359)
telex-ad-line1: Μάθετε (100, 1110, 176, 1132)
article (435, 203, 585, 379)
article-dateline: ΑΘΗΝΑΙ, 27.— (1209, 308, 1284, 319)
bond-number: 67400 (386, 814, 415, 825)
article (1209, 272, 1588, 331)
column-rule (435, 1037, 585, 1038)
article (58, 277, 427, 357)
